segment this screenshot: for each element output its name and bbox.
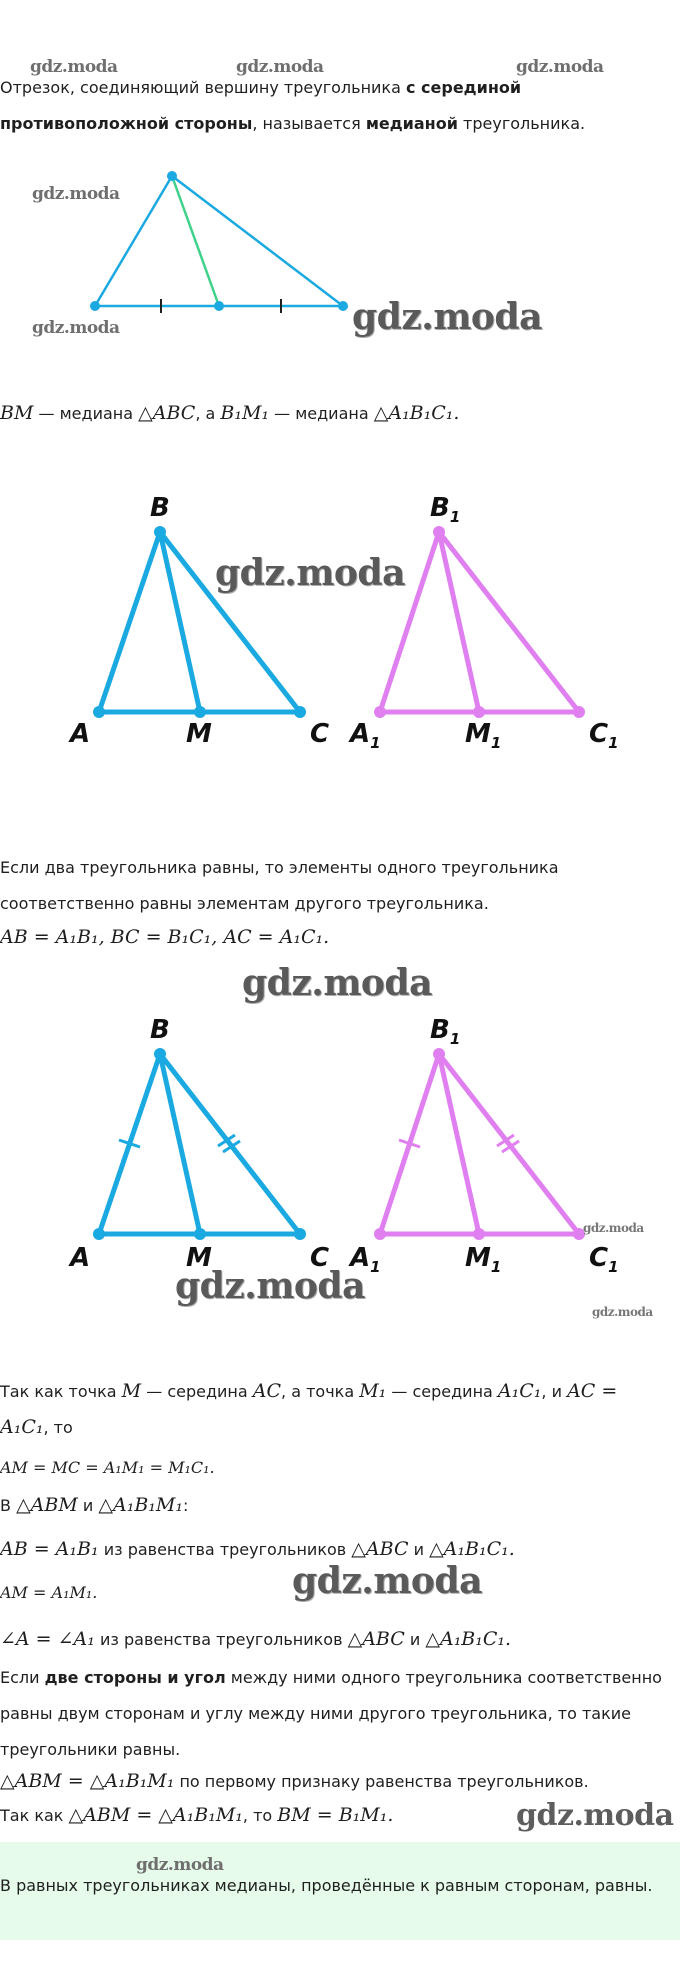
- label-b1: $B_1$: [430, 493, 461, 526]
- equal-elements-text: Если два треугольника равны, то элементы одного треугольника соответственно равны элементам другого треугольника.: [0, 858, 559, 913]
- proof-am-equality: AM = MC = A₁M₁ = M₁C₁.: [0, 1458, 215, 1477]
- proof-am-a1m1: AM = A₁M₁.: [0, 1583, 98, 1602]
- watermark: gdz.moda: [592, 1305, 653, 1319]
- watermark: gdz.moda: [175, 1265, 365, 1307]
- watermark: gdz.moda: [516, 1798, 674, 1833]
- label-a: A: [70, 719, 91, 749]
- highlighted-conclusion: В равных треугольниках медианы, проведённые к равным сторонам, равны.: [0, 1876, 653, 1895]
- bold-term: с серединой противоположной стороны: [0, 78, 522, 133]
- watermark: gdz.moda: [32, 184, 120, 204]
- watermark: gdz.moda: [516, 57, 604, 77]
- watermark: gdz.moda: [30, 57, 118, 77]
- proof-line-2: A₁C₁, то: [0, 1416, 73, 1438]
- watermark: gdz.moda: [352, 296, 542, 338]
- watermark: gdz.moda: [242, 962, 432, 1004]
- triangle-a1b1c1: [380, 532, 579, 712]
- median-statement: BM — медиана △ABC, а B₁M₁ — медиана △A₁B₁C₁.: [0, 402, 460, 424]
- watermark: gdz.moda: [215, 552, 405, 594]
- intro-paragraph: Отрезок, соединяющий вершину треугольника с серединой противоположной стороны, называется медианой треугольника.: [0, 78, 586, 133]
- triangles-ticks-diagram: [0, 1000, 680, 1280]
- label-a: A: [70, 1243, 91, 1273]
- label-m: M: [186, 1243, 212, 1273]
- sas-theorem: Если две стороны и угол между ними одного треугольника соответственно равны двум сторонам и углу между ними другого треугольника, то такие треугольники равны.: [0, 1668, 662, 1759]
- watermark: gdz.moda: [136, 1855, 224, 1875]
- label-a1: $A_1$: [350, 719, 381, 752]
- congruence-statement: △ABM = △A₁B₁M₁ по первому признаку равенства треугольников.: [0, 1770, 589, 1792]
- label-c: C: [310, 1243, 330, 1273]
- proof-angle-equality: ∠A = ∠A₁ из равенства треугольников △ABC и △A₁B₁C₁.: [0, 1628, 512, 1650]
- proof-line-1: Так как точка M — середина AC, а точка M₁ — середина A₁C₁, и AC =: [0, 1380, 618, 1402]
- bold-term: две стороны и угол: [44, 1668, 226, 1687]
- label-c1: $C_1$: [589, 1243, 619, 1276]
- label-b1: $B_1$: [430, 1015, 461, 1048]
- proof-ab-equality: AB = A₁B₁ из равенства треугольников △ABC и △A₁B₁C₁.: [0, 1538, 515, 1560]
- label-b: B: [150, 493, 170, 523]
- label-b: B: [150, 1015, 170, 1045]
- label-m: M: [186, 719, 212, 749]
- triangles-medians-diagram: [0, 480, 680, 760]
- equal-formula: AB = A₁B₁, BC = B₁C₁, AC = A₁C₁.: [0, 926, 330, 948]
- label-c1: $C_1$: [589, 719, 619, 752]
- label-m1: $M_1$: [465, 719, 502, 752]
- proof-in-triangles: В △ABM и △A₁B₁M₁:: [0, 1494, 189, 1516]
- watermark: gdz.moda: [583, 1221, 644, 1235]
- watermark: gdz.moda: [236, 57, 324, 77]
- bold-term: медианой: [365, 114, 458, 133]
- label-a1: $A_1$: [350, 1243, 381, 1276]
- label-m1: $M_1$: [465, 1243, 502, 1276]
- watermark: gdz.moda: [32, 318, 120, 338]
- watermark: gdz.moda: [292, 1560, 482, 1602]
- label-c: C: [310, 719, 330, 749]
- therefore-statement: Так как △ABM = △A₁B₁M₁, то BM = B₁M₁.: [0, 1804, 394, 1826]
